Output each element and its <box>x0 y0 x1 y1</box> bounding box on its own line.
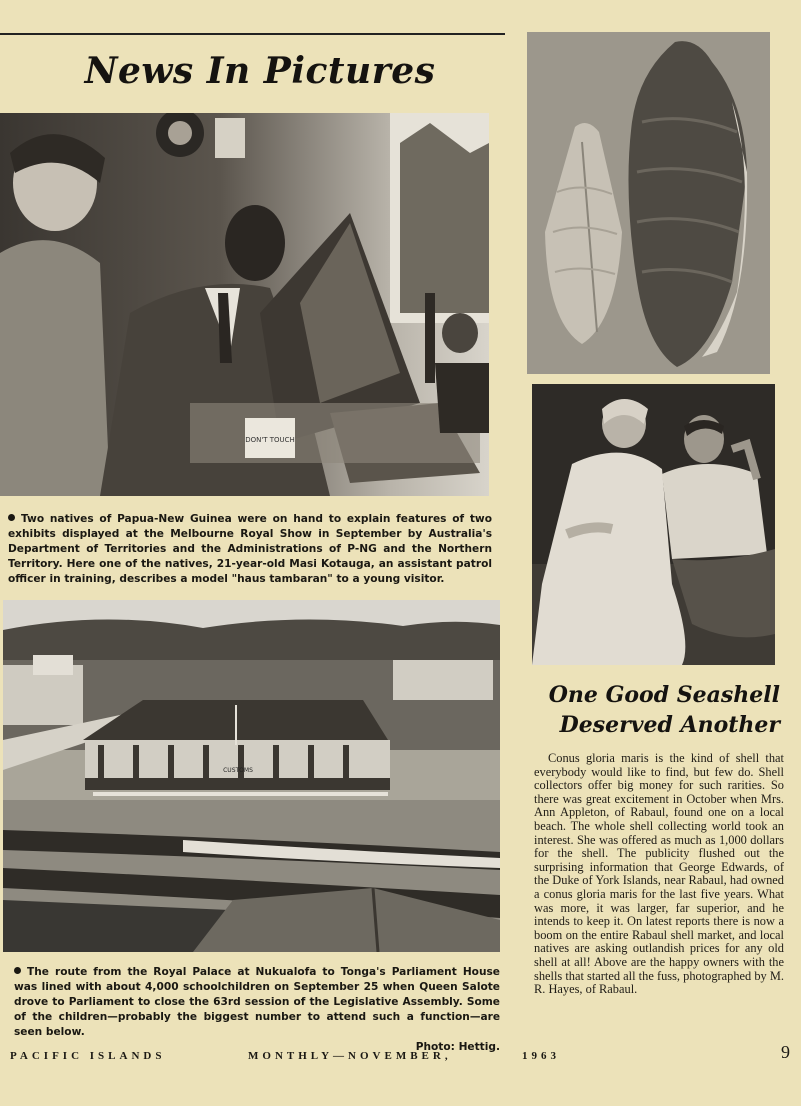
story-title-line2: Deserved Another <box>559 712 780 738</box>
exhibit-sign-text: DON'T TOUCH <box>245 436 295 444</box>
page-headline: News In Pictures <box>84 50 436 92</box>
caption-top-text: Two natives of Papua-New Guinea were on hand to explain features of two exhibits displayed at the Melbourne Royal Show in September by Australia's Department of Territories and the Administrations of P-NG and the Northern Territory. Here one of the natives, 21-year-old Masi Kotauga, an assistant patrol officer in training, describes a model "haus tambaran" to a young visitor. <box>8 513 492 585</box>
building-sign-text: CUSTOMS <box>223 767 253 774</box>
photo-melbourne-show <box>0 113 489 496</box>
footer-year: 1963 <box>522 1050 560 1062</box>
caption-melbourne-show <box>8 512 492 587</box>
story-title-line1: One Good Seashell <box>548 682 780 708</box>
page-number: 9 <box>781 1042 790 1062</box>
footer-issue: MONTHLY—NOVEMBER, <box>248 1050 452 1062</box>
story-title <box>530 680 780 740</box>
photo-seashells <box>527 32 770 374</box>
caption-bottom-text: The route from the Royal Palace at Nukualofa to Tonga's Parliament House was lined with about 4,000 schoolchildren on September 25 when Queen Salote drove to Parliament to close the 63rd session of the Legislative Assembly. Some of the children—probably the biggest number to attend such a function—are seen below. <box>14 966 500 1038</box>
photo-shell-owners <box>532 384 775 665</box>
header-rule <box>0 33 505 35</box>
photo-tonga-parliament <box>3 600 500 952</box>
footer-magazine: PACIFIC ISLANDS <box>10 1050 166 1062</box>
caption-tonga <box>14 965 500 1055</box>
bullet-icon <box>14 967 21 974</box>
photo-credit: Photo: Hettig. <box>415 1041 500 1053</box>
story-body: Conus gloria maris is the kind of shell that everybody would like to find, but few do. Shell collectors offer big money for such rarities. So there was great excitement in October when Mrs. Ann Appleton, of Rabaul, found one on a local beach. The whole shell collecting world took an interest. She was offered as much as 1,000 dollars for the shell. The publicity flushed out the surprising information that George Edwards, of the Duke of York Islands, near Rabaul, had owned a conus gloria maris for the last five years. What was more, it was larger, far superior, and he intends to keep it. On latest reports there is now a boom on the entire Rabaul shell market, and local natives are asking outlandish prices for any old shell at all! Above are the happy owners with the shells that started all the fuss, photographed by M. R. Hayes, of Rabaul. <box>534 751 784 997</box>
bullet-icon <box>8 514 15 521</box>
